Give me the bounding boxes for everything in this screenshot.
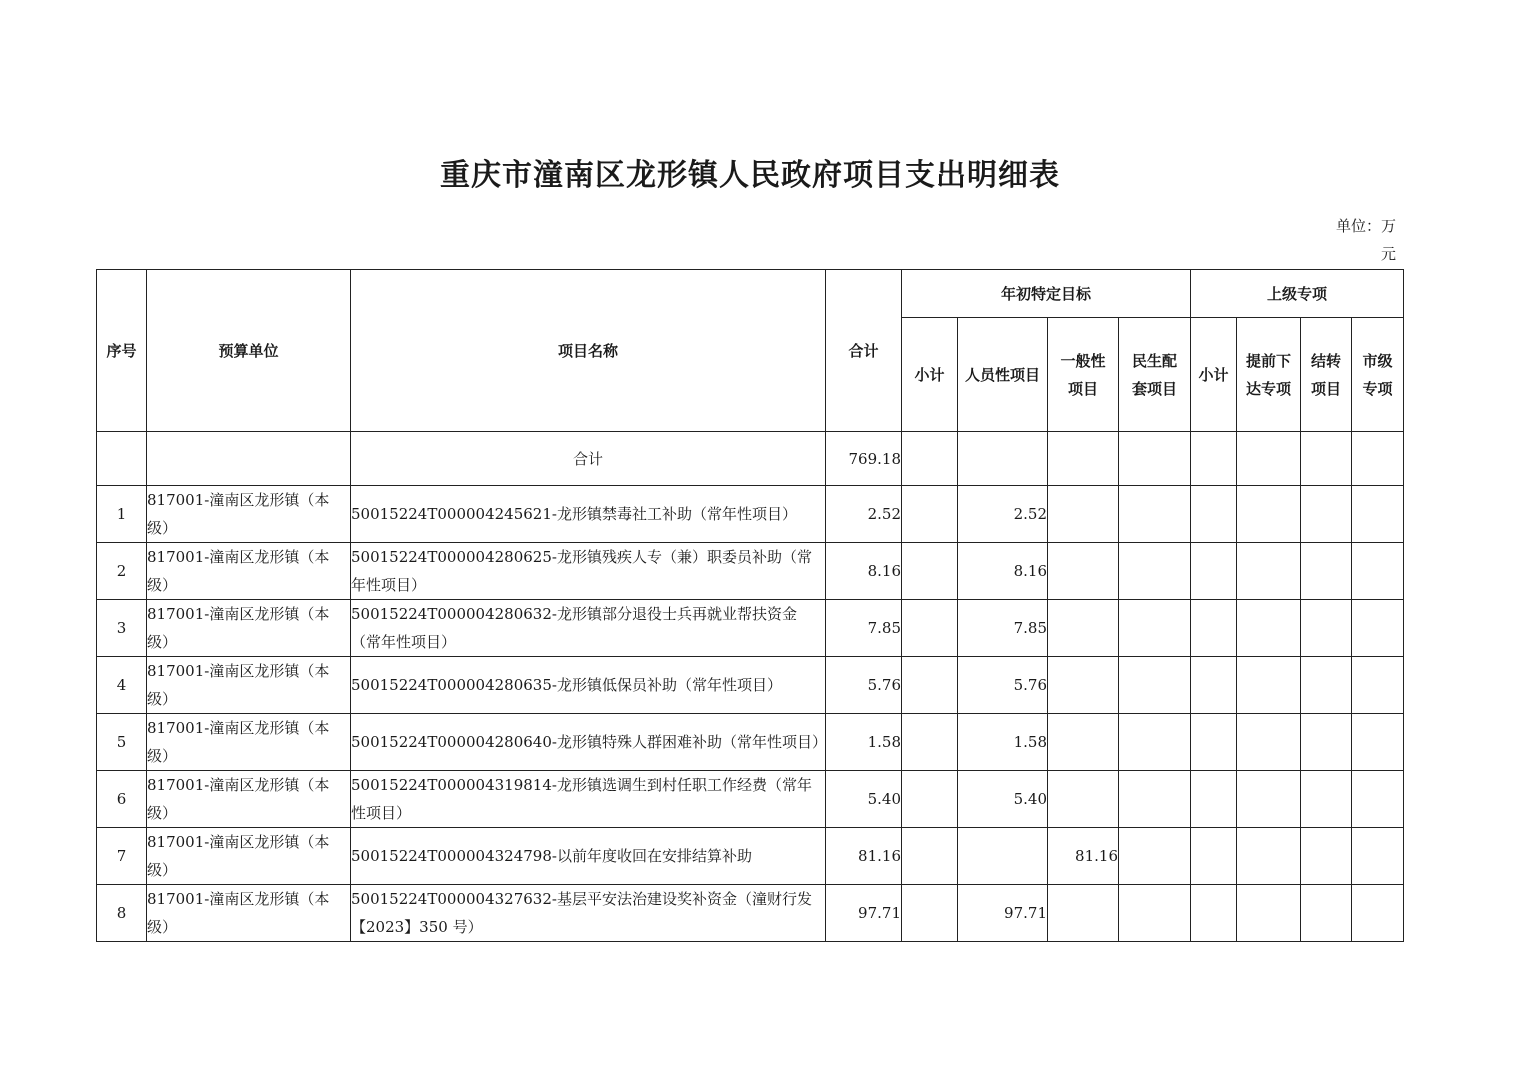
row-total: 8.16 (826, 543, 902, 600)
row-project-name: 50015224T000004324798-以前年度收回在安排结算补助 (351, 828, 826, 885)
row-livelihood (1119, 885, 1191, 942)
unit-label: 单位：万元 (1335, 217, 1396, 263)
row-city (1352, 600, 1404, 657)
row-city (1352, 828, 1404, 885)
total-row-label: 合计 (351, 432, 826, 486)
row-carryover (1301, 771, 1352, 828)
page-title: 重庆市潼南区龙形镇人民政府项目支出明细表 (440, 158, 1060, 193)
row-seq: 5 (97, 714, 147, 771)
row-city (1352, 885, 1404, 942)
header-g1-general: 一般性项目 (1048, 318, 1119, 432)
total-row (97, 432, 1404, 486)
row-seq: 2 (97, 543, 147, 600)
row-g2-subtotal (1191, 828, 1237, 885)
row-g1-subtotal (902, 486, 958, 543)
row-budget-unit: 817001-潼南区龙形镇（本级） (147, 486, 351, 543)
row-personnel: 7.85 (958, 600, 1048, 657)
row-budget-unit: 817001-潼南区龙形镇（本级） (147, 600, 351, 657)
table-cell (147, 432, 351, 486)
row-project-name: 50015224T000004319814-龙形镇选调生到村任职工作经费（常年性项目） (351, 771, 826, 828)
row-seq: 7 (97, 828, 147, 885)
row-general (1048, 543, 1119, 600)
header-g2-subtotal: 小计 (1191, 318, 1237, 432)
row-general: 81.16 (1048, 828, 1119, 885)
row-seq: 4 (97, 657, 147, 714)
row-g2-subtotal (1191, 771, 1237, 828)
row-total: 5.40 (826, 771, 902, 828)
row-seq: 6 (97, 771, 147, 828)
row-city (1352, 543, 1404, 600)
row-advance (1237, 771, 1301, 828)
row-livelihood (1119, 600, 1191, 657)
row-total: 7.85 (826, 600, 902, 657)
row-personnel: 97.71 (958, 885, 1048, 942)
row-carryover (1301, 828, 1352, 885)
header-group-annual-target: 年初特定目标 (902, 270, 1191, 318)
row-livelihood (1119, 657, 1191, 714)
row-seq: 8 (97, 885, 147, 942)
row-personnel: 5.40 (958, 771, 1048, 828)
row-g1-subtotal (902, 771, 958, 828)
row-advance (1237, 885, 1301, 942)
row-livelihood (1119, 771, 1191, 828)
row-g1-subtotal (902, 600, 958, 657)
row-general (1048, 714, 1119, 771)
table-cell (1191, 432, 1237, 486)
row-city (1352, 657, 1404, 714)
table-row (97, 543, 1404, 600)
row-personnel: 2.52 (958, 486, 1048, 543)
row-budget-unit: 817001-潼南区龙形镇（本级） (147, 543, 351, 600)
header-group-superior-special: 上级专项 (1191, 270, 1404, 318)
row-g2-subtotal (1191, 543, 1237, 600)
table-cell (1048, 432, 1119, 486)
table-row (97, 771, 1404, 828)
row-advance (1237, 828, 1301, 885)
row-city (1352, 714, 1404, 771)
row-project-name: 50015224T000004280635-龙形镇低保员补助（常年性项目） (351, 657, 826, 714)
row-carryover (1301, 885, 1352, 942)
row-personnel: 1.58 (958, 714, 1048, 771)
table-cell (902, 432, 958, 486)
header-g2-city: 市级专项 (1352, 318, 1404, 432)
table-cell (1237, 432, 1301, 486)
row-advance (1237, 600, 1301, 657)
row-project-name: 50015224T000004280632-龙形镇部分退役士兵再就业帮扶资金（常年性项目） (351, 600, 826, 657)
row-carryover (1301, 543, 1352, 600)
row-general (1048, 486, 1119, 543)
header-g1-subtotal: 小计 (902, 318, 958, 432)
row-general (1048, 600, 1119, 657)
row-advance (1237, 657, 1301, 714)
table-cell (1352, 432, 1404, 486)
row-total: 5.76 (826, 657, 902, 714)
row-g1-subtotal (902, 714, 958, 771)
row-general (1048, 771, 1119, 828)
row-advance (1237, 714, 1301, 771)
row-personnel (958, 828, 1048, 885)
table-cell (97, 432, 147, 486)
header-g1-personnel: 人员性项目 (958, 318, 1048, 432)
row-livelihood (1119, 486, 1191, 543)
header-project-name: 项目名称 (351, 270, 826, 432)
row-total: 1.58 (826, 714, 902, 771)
header-budget-unit: 预算单位 (147, 270, 351, 432)
table-cell (1119, 432, 1191, 486)
table-row (97, 600, 1404, 657)
header-g2-carryover: 结转项目 (1301, 318, 1352, 432)
row-project-name: 50015224T000004280640-龙形镇特殊人群困难补助（常年性项目） (351, 714, 826, 771)
row-project-name: 50015224T000004245621-龙形镇禁毒社工补助（常年性项目） (351, 486, 826, 543)
row-project-name: 50015224T000004327632-基层平安法治建设奖补资金（潼财行发【2023】350 号） (351, 885, 826, 942)
table-cell (958, 432, 1048, 486)
row-personnel: 5.76 (958, 657, 1048, 714)
header-row-1 (97, 270, 1404, 318)
table-row (97, 657, 1404, 714)
row-g2-subtotal (1191, 885, 1237, 942)
row-seq: 1 (97, 486, 147, 543)
table-cell (1301, 432, 1352, 486)
row-g2-subtotal (1191, 657, 1237, 714)
header-total: 合计 (826, 270, 902, 432)
header-seq: 序号 (97, 270, 147, 432)
row-carryover (1301, 714, 1352, 771)
row-total: 97.71 (826, 885, 902, 942)
row-city (1352, 486, 1404, 543)
row-budget-unit: 817001-潼南区龙形镇（本级） (147, 828, 351, 885)
row-total: 2.52 (826, 486, 902, 543)
row-advance (1237, 543, 1301, 600)
row-livelihood (1119, 828, 1191, 885)
row-advance (1237, 486, 1301, 543)
row-carryover (1301, 657, 1352, 714)
table-row (97, 714, 1404, 771)
row-general (1048, 657, 1119, 714)
table-row (97, 885, 1404, 942)
expenditure-table (96, 269, 1404, 942)
row-budget-unit: 817001-潼南区龙形镇（本级） (147, 714, 351, 771)
row-city (1352, 771, 1404, 828)
header-g2-advance: 提前下达专项 (1237, 318, 1301, 432)
row-general (1048, 885, 1119, 942)
row-carryover (1301, 486, 1352, 543)
row-g1-subtotal (902, 543, 958, 600)
row-livelihood (1119, 714, 1191, 771)
row-budget-unit: 817001-潼南区龙形镇（本级） (147, 771, 351, 828)
total-row-amount: 769.18 (826, 432, 902, 486)
row-project-name: 50015224T000004280625-龙形镇残疾人专（兼）职委员补助（常年性项目） (351, 543, 826, 600)
row-g1-subtotal (902, 828, 958, 885)
row-carryover (1301, 600, 1352, 657)
row-g1-subtotal (902, 885, 958, 942)
row-budget-unit: 817001-潼南区龙形镇（本级） (147, 885, 351, 942)
table-row (97, 486, 1404, 543)
row-g2-subtotal (1191, 486, 1237, 543)
row-livelihood (1119, 543, 1191, 600)
header-g1-livelihood: 民生配套项目 (1119, 318, 1191, 432)
row-seq: 3 (97, 600, 147, 657)
table-row (97, 828, 1404, 885)
row-budget-unit: 817001-潼南区龙形镇（本级） (147, 657, 351, 714)
row-g2-subtotal (1191, 600, 1237, 657)
row-g1-subtotal (902, 657, 958, 714)
row-personnel: 8.16 (958, 543, 1048, 600)
row-g2-subtotal (1191, 714, 1237, 771)
row-total: 81.16 (826, 828, 902, 885)
